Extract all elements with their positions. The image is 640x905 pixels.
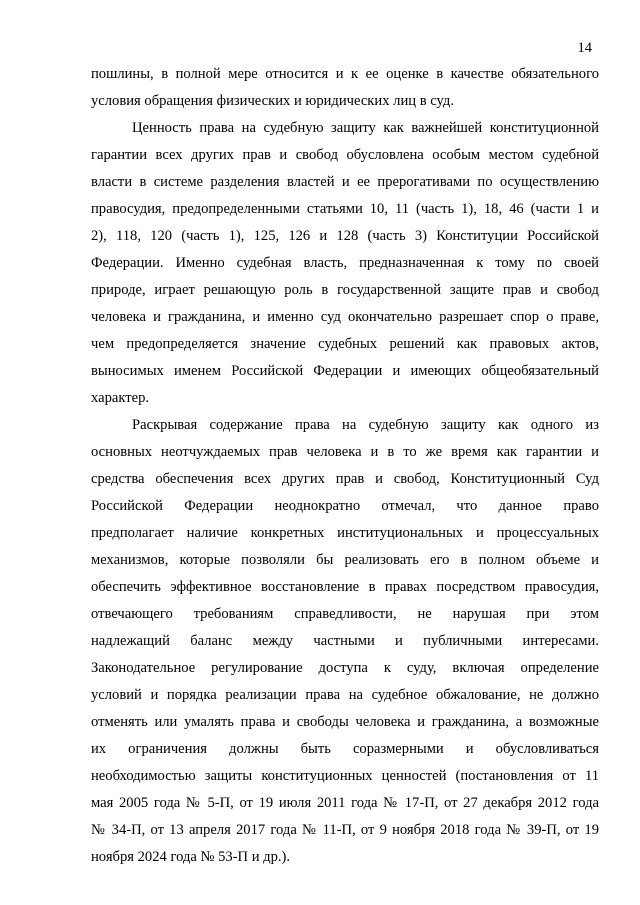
text-line: человека и гражданина, и именно суд окончательно разрешает спор о праве, <box>91 309 599 325</box>
text-line: предполагает наличие конкретных институциональных и процессуальных <box>91 525 599 541</box>
text-line: условий и порядка реализации права на судебное обжалование, не должно <box>91 687 599 703</box>
page-number: 14 <box>577 40 592 56</box>
text-line: № 34-П, от 13 апреля 2017 года № 11-П, от 9 ноября 2018 года № 39-П, от 19 <box>91 822 599 838</box>
text-line: выносимых именем Российской Федерации и имеющих общеобязательный <box>91 363 599 379</box>
text-line: необходимостью защиты конституционных ценностей (постановления от 11 <box>91 768 599 784</box>
text-line: Раскрывая содержание права на судебную защиту как одного из <box>132 417 599 433</box>
text-line: чем предопределяется значение судебных решений как правовых актов, <box>91 336 599 352</box>
text-line: правосудия, предопределенными статьями 10, 11 (часть 1), 18, 46 (части 1 и <box>91 201 599 217</box>
paragraph <box>91 61 599 115</box>
document-body <box>91 61 599 871</box>
text-line: власти в системе разделения властей и ее прерогативами по осуществлению <box>91 174 599 190</box>
text-line: ноября 2024 года № 53-П и др.). <box>91 849 291 865</box>
text-line: механизмов, которые позволяли бы реализовать его в полном объеме и <box>91 552 599 568</box>
text-line: надлежащий баланс между частными и публичными интересами. <box>91 633 599 649</box>
text-line: отменять или умалять права и свободы человека и гражданина, а возможные <box>91 714 599 730</box>
text-line: основных неотчуждаемых прав человека и в то же время как гарантии и <box>91 444 599 460</box>
text-line: мая 2005 года № 5-П, от 19 июля 2011 года № 17-П, от 27 декабря 2012 года <box>91 795 599 811</box>
paragraph <box>91 115 599 412</box>
text-line: обеспечить эффективное восстановление в правах посредством правосудия, <box>91 579 599 595</box>
text-line: условия обращения физических и юридических лиц в суд. <box>91 93 454 109</box>
text-line: пошлины, в полной мере относится и к ее оценке в качестве обязательного <box>91 66 599 82</box>
text-line: Федерации. Именно судебная власть, предназначенная к тому по своей <box>91 255 599 271</box>
text-line: средства обеспечения всех других прав и свобод, Конституционный Суд <box>91 471 599 487</box>
text-line: Ценность права на судебную защиту как важнейшей конституционной <box>132 120 599 136</box>
text-line: Законодательное регулирование доступа к суду, включая определение <box>91 660 599 676</box>
text-line: их ограничения должны быть соразмерными и обусловливаться <box>91 741 599 757</box>
text-line: Российской Федерации неоднократно отмечал, что данное право <box>91 498 599 514</box>
text-line: 2), 118, 120 (часть 1), 125, 126 и 128 (часть 3) Конституции Российской <box>91 228 599 244</box>
text-line: отвечающего требованиям справедливости, не нарушая при этом <box>91 606 599 622</box>
text-line: характер. <box>91 390 150 406</box>
paragraph <box>91 412 599 871</box>
text-line: природе, играет решающую роль в государственной защите прав и свобод <box>91 282 599 298</box>
text-line: гарантии всех других прав и свобод обусловлена особым местом судебной <box>91 147 599 163</box>
